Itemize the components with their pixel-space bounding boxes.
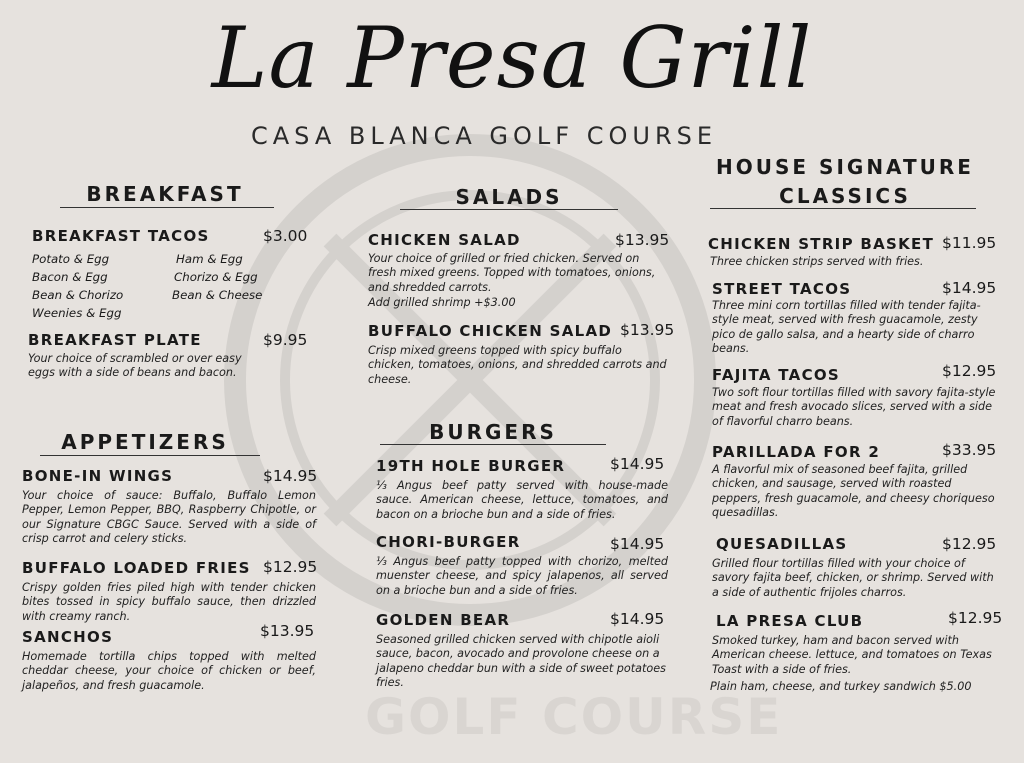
breakfast-divider	[60, 207, 274, 208]
menu-item-desc: A flavorful mix of seasoned beef fajita, grilled chicken, and sausage, served with roasted peppers, fresh guacamole, and cheesy choriqueso quesadillas.	[712, 463, 995, 519]
menu-item-desc: Crisp mixed greens topped with spicy buffalo chicken, tomatoes, onions, and shredded carrots and cheese.	[368, 344, 667, 386]
menu-item-addon: Plain ham, cheese, and turkey sandwich $5.00	[710, 680, 972, 693]
menu-item-price: $12.95	[948, 609, 1003, 627]
menu-item-name: SANCHOS	[22, 628, 114, 646]
restaurant-title: La Presa Grill	[211, 9, 813, 107]
menu-item-addon: Add grilled shrimp +$3.00	[368, 296, 516, 309]
menu-item-name: BONE-IN WINGS	[22, 467, 174, 485]
menu-item-price: $12.95	[263, 558, 318, 576]
menu-item-price: $14.95	[942, 279, 997, 297]
menu-item-desc: Homemade tortilla chips topped with melted cheddar cheese, your choice of chicken or beef, jalapeños, and fresh guacamole.	[22, 650, 316, 692]
menu-item-desc: Your choice of sauce: Buffalo, Buffalo Lemon Pepper, Lemon Pepper, BBQ, Raspberry Chipotle, or our Signature CBGC Sauce. Served with a side of crisp carrot and celery sticks.	[22, 489, 316, 545]
breakfast-heading: BREAKFAST	[86, 182, 244, 206]
menu-item-name: STREET TACOS	[712, 280, 852, 298]
breakfast-plate-name: BREAKFAST PLATE	[28, 331, 202, 349]
menu-item-desc: Smoked turkey, ham and bacon served with American cheese. lettuce, and tomatoes on Texas Toast with a side of fries.	[712, 634, 992, 676]
menu-item-name: QUESADILLAS	[716, 535, 848, 553]
menu-item-price: $14.95	[263, 467, 318, 485]
menu-item-desc: Three chicken strips served with fries.	[710, 255, 924, 268]
menu-item-desc: ⅓ Angus beef patty topped with chorizo, melted muenster cheese, and spicy jalapenos, all served on a brioche bun and a side of fries.	[376, 555, 668, 597]
menu-item-name: CHICKEN STRIP BASKET	[708, 235, 935, 253]
taco-option: Bean & Cheese	[172, 288, 263, 302]
menu-item-name: 19TH HOLE BURGER	[376, 457, 566, 475]
taco-option: Potato & Egg	[32, 252, 110, 266]
menu-item-name: PARILLADA FOR 2	[712, 443, 881, 461]
signature-divider	[710, 208, 976, 209]
taco-option: Weenies & Egg	[32, 306, 122, 320]
menu-item-desc: ⅓ Angus beef patty served with house-made sauce. American cheese, lettuce, tomatoes, and bacon on a brioche bun and a side of fries.	[376, 479, 668, 521]
menu-item-desc: Crispy golden fries piled high with tender chicken bites tossed in spicy buffalo sauce, then drizzled with creamy ranch.	[22, 581, 316, 623]
breakfast-tacos-price: $3.00	[263, 227, 308, 245]
menu-item-price: $12.95	[942, 362, 997, 380]
taco-option: Ham & Egg	[176, 252, 243, 266]
menu-item-price: $33.95	[942, 441, 997, 459]
watermark-text: GOLF COURSE	[365, 688, 783, 746]
burgers-divider	[380, 444, 606, 445]
taco-option: Chorizo & Egg	[174, 270, 258, 284]
menu-item-name: CHICKEN SALAD	[368, 231, 521, 249]
burgers-heading: BURGERS	[429, 420, 557, 444]
menu-item-name: BUFFALO CHICKEN SALAD	[368, 322, 613, 340]
menu-item-price: $14.95	[610, 455, 665, 473]
restaurant-subtitle: CASA BLANCA GOLF COURSE	[250, 122, 718, 150]
breakfast-tacos-name: BREAKFAST TACOS	[32, 227, 210, 245]
menu-item-price: $14.95	[610, 535, 665, 553]
breakfast-plate-price: $9.95	[263, 331, 308, 349]
menu-item-price: $12.95	[942, 535, 997, 553]
breakfast-plate-desc: Your choice of scrambled or over easy eggs with a side of beans and bacon.	[28, 352, 242, 380]
menu-item-desc: Two soft flour tortillas filled with savory fajita-style meat and fresh avocado slices, served with a side of flavorful charro beans.	[712, 386, 996, 428]
menu-item-name: CHORI-BURGER	[376, 533, 521, 551]
menu-item-name: BUFFALO LOADED FRIES	[22, 559, 251, 577]
menu-item-desc: Three mini corn tortillas filled with tender fajita-style meat, served with fresh guacamole, zesty pico de gallo salsa, and a hearty side of charro beans.	[712, 299, 981, 355]
menu-item-price: $13.95	[620, 321, 675, 339]
menu-item-price: $11.95	[942, 234, 997, 252]
menu-item-desc: Your choice of grilled or fried chicken. Served on fresh mixed greens. Topped with tomatoes, onions, and shredded carrots.	[368, 252, 656, 294]
appetizers-divider	[40, 455, 260, 456]
menu-item-desc: Seasoned grilled chicken served with chipotle aioli sauce, bacon, avocado and provolone cheese on a jalapeno cheddar bun with a side of sweet potatoes fries.	[376, 633, 666, 689]
salads-heading: SALADS	[455, 185, 563, 209]
salads-divider	[400, 209, 618, 210]
signature-heading-line2: CLASSICS	[779, 184, 911, 208]
menu-item-name: LA PRESA CLUB	[716, 612, 864, 630]
taco-option: Bean & Chorizo	[32, 288, 124, 302]
signature-heading-line1: HOUSE SIGNATURE	[716, 155, 974, 179]
menu-item-price: $14.95	[610, 610, 665, 628]
menu-item-desc: Grilled flour tortillas filled with your choice of savory fajita beef, chicken, or shrimp. Served with a side of authentic frijoles charros.	[712, 557, 994, 599]
menu-item-name: FAJITA TACOS	[712, 366, 841, 384]
menu-item-price: $13.95	[615, 231, 670, 249]
appetizers-heading: APPETIZERS	[61, 430, 229, 454]
menu-item-name: GOLDEN BEAR	[376, 611, 511, 629]
taco-option: Bacon & Egg	[32, 270, 108, 284]
menu-item-price: $13.95	[260, 622, 315, 640]
